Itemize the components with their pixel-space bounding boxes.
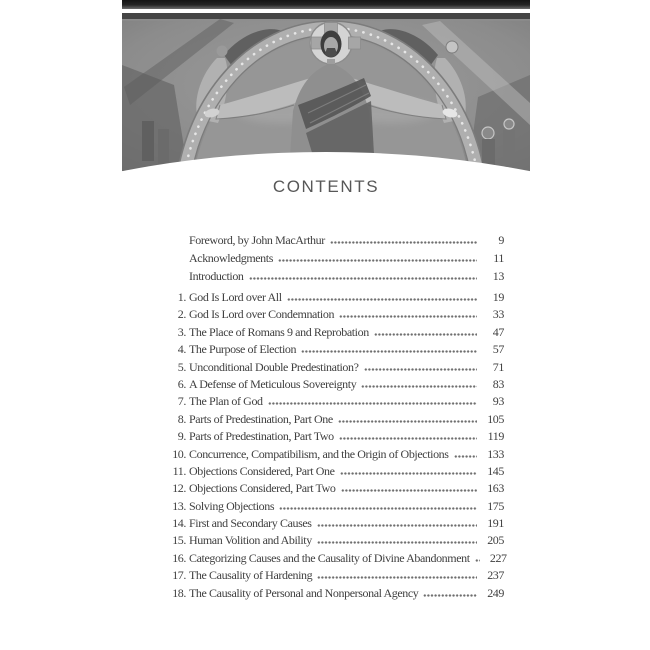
dot-leader (330, 241, 477, 244)
toc-entry (158, 324, 504, 341)
entry-title: Objections Considered, Part One (189, 463, 335, 478)
entry-page: 19 (492, 290, 504, 304)
dot-leader (268, 402, 477, 405)
toc-entry (158, 393, 504, 410)
toc-entry (158, 463, 504, 480)
page-title: CONTENTS (272, 177, 380, 196)
cover-top-strip (122, 0, 530, 9)
toc-entry (158, 267, 504, 285)
entry-page: 119 (487, 429, 504, 444)
chapters-section (158, 289, 507, 602)
dot-leader (341, 489, 477, 492)
entry-page: 175 (487, 498, 504, 513)
toc-entry (158, 446, 504, 463)
entry-page: 47 (492, 324, 504, 339)
entry-number: 1. (177, 290, 186, 304)
dot-leader (301, 350, 477, 353)
entry-number: 7. (177, 394, 186, 409)
dot-leader (317, 576, 477, 579)
entry-page: 163 (487, 481, 504, 496)
entry-number: 17. (172, 568, 186, 583)
entry-page: 133 (487, 446, 504, 461)
entry-number: 18. (172, 585, 186, 600)
entry-page: 205 (487, 533, 504, 548)
entry-number: 2. (177, 307, 186, 322)
entry-number: 4. (177, 342, 186, 357)
toc-entry (158, 411, 504, 428)
entry-number: 6. (177, 376, 186, 391)
dot-leader (338, 420, 477, 423)
entry-page: 33 (492, 307, 504, 322)
entry-number: 3. (177, 324, 186, 339)
dot-leader (374, 333, 477, 336)
entry-title: The Causality of Personal and Nonpersonal Agency (189, 585, 419, 600)
entry-title: First and Secondary Causes (189, 516, 312, 531)
toc-entry (158, 341, 504, 358)
dot-leader (364, 368, 477, 371)
toc-entry (158, 231, 504, 249)
dot-leader (340, 472, 477, 475)
entry-title: Acknowledgments (189, 251, 273, 265)
entry-title: The Plan of God (189, 394, 263, 409)
entry-page: 145 (487, 463, 504, 478)
entry-page: 191 (487, 516, 504, 531)
toc-entry (158, 498, 504, 515)
entry-page: 9 (498, 233, 504, 247)
dot-leader (317, 524, 477, 527)
toc-entry (158, 428, 504, 445)
dot-leader (278, 259, 477, 262)
toc-entry (158, 567, 504, 584)
dot-leader (454, 455, 477, 458)
entry-page: 13 (492, 269, 504, 283)
toc-entry (158, 550, 507, 567)
entry-title: The Place of Romans 9 and Reprobation (189, 324, 369, 339)
entry-page: 227 (489, 550, 507, 565)
entry-page: 237 (487, 568, 504, 583)
entry-number: 15. (172, 533, 186, 548)
entry-title: Objections Considered, Part Two (189, 481, 336, 496)
entry-title: Human Volition and Ability (189, 533, 312, 548)
dot-leader (475, 559, 480, 562)
dot-leader (361, 385, 477, 388)
entry-page: 249 (487, 585, 504, 600)
entry-title: The Causality of Hardening (189, 568, 313, 583)
dot-leader (423, 594, 477, 597)
entry-number: 13. (172, 498, 186, 513)
entry-page: 105 (487, 411, 504, 426)
toc-entry (158, 359, 504, 376)
entry-title: Parts of Predestination, Part Two (189, 429, 334, 444)
mosaic-art (122, 13, 530, 172)
entry-page: 83 (492, 376, 504, 391)
entry-title: God Is Lord over All (189, 290, 282, 304)
entry-number: 16. (172, 550, 186, 565)
entry-title: God Is Lord over Condemnation (189, 307, 335, 322)
entry-page: 57 (492, 342, 504, 357)
table-of-contents (158, 231, 507, 602)
toc-entry (158, 249, 504, 267)
entry-title: Categorizing Causes and the Causality of Divine Abandonment (189, 550, 470, 565)
dot-leader (279, 507, 477, 510)
toc-entry (158, 585, 504, 602)
toc-entry (158, 306, 504, 323)
front-matter-section (158, 231, 504, 285)
entry-title: A Defense of Meticulous Sovereignty (189, 376, 357, 391)
toc-entry (158, 289, 504, 306)
entry-page: 93 (492, 394, 504, 409)
entry-number: 5. (177, 359, 186, 374)
toc-entry (158, 480, 504, 497)
entry-title: Solving Objections (189, 498, 275, 513)
entry-title: Foreword, by John MacArthur (189, 233, 325, 247)
dot-leader (249, 277, 477, 280)
entry-title: Concurrence, Compatibilism, and the Origin of Objections (189, 446, 449, 461)
entry-title: Parts of Predestination, Part One (189, 411, 333, 426)
entry-title: Unconditional Double Predestination? (189, 359, 359, 374)
entry-number: 8. (177, 411, 186, 426)
dot-leader (339, 437, 477, 440)
entry-number: 11. (172, 463, 186, 478)
christ-pantocrator-mosaic-image (122, 13, 530, 172)
entry-number: 10. (172, 446, 186, 461)
entry-page: 11 (493, 251, 504, 265)
toc-entry (158, 376, 504, 393)
toc-entry (158, 532, 504, 549)
dot-leader (339, 315, 477, 318)
entry-title: The Purpose of Election (189, 342, 297, 357)
dot-leader (287, 298, 477, 301)
dot-leader (317, 541, 477, 544)
entry-number: 9. (177, 429, 186, 444)
entry-title: Introduction (189, 269, 244, 283)
entry-number: 14. (172, 516, 186, 531)
entry-page: 71 (492, 359, 504, 374)
entry-number: 12. (172, 481, 186, 496)
toc-entry (158, 515, 504, 532)
